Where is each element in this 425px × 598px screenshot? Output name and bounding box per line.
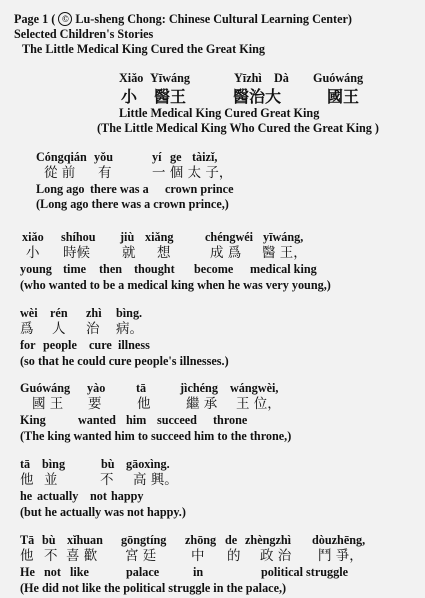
verse-gloss: wanted xyxy=(78,413,116,427)
verse-gloss: thought xyxy=(134,262,175,276)
verse-hanzi: 小 xyxy=(26,245,40,261)
verse-pinyin: bù xyxy=(101,457,115,471)
verse-pinyin: ge xyxy=(170,150,182,164)
verse-hanzi: 有 xyxy=(98,165,112,181)
verse-gloss: not xyxy=(90,489,107,503)
verse-pinyin: bù xyxy=(42,533,56,547)
verse-gloss: in xyxy=(193,565,204,579)
verse-pinyin: xiǎng xyxy=(145,230,174,244)
title-hanzi: 醫治大 xyxy=(233,87,282,106)
verse-hanzi: 從 前 xyxy=(44,165,76,181)
verse-hanzi: 繼 承 xyxy=(186,396,218,412)
verse-gloss: illness xyxy=(118,338,150,352)
verse-hanzi: 人 xyxy=(52,321,66,337)
verse-pinyin: Guówáng xyxy=(20,381,71,395)
verse-gloss: happy xyxy=(111,489,144,503)
verse-pinyin: Tā xyxy=(20,533,35,547)
verse-gloss: medical king xyxy=(250,262,317,276)
verse-gloss: for xyxy=(20,338,36,352)
verse-pinyin: gōngtíng xyxy=(121,533,167,547)
verse-hanzi: 爲 xyxy=(20,321,34,337)
verse-pinyin: xǐhuan xyxy=(67,533,103,547)
verse-pinyin: yǒu xyxy=(94,150,113,164)
verse-pinyin: jiù xyxy=(120,230,135,244)
verse-pinyin: dòuzhēng, xyxy=(312,533,366,547)
verse-pinyin: xiǎo xyxy=(22,230,44,244)
verse-translation: (who wanted to be a medical king when he was very young,) xyxy=(20,278,331,292)
verse-gloss: succeed xyxy=(157,413,197,427)
verse-hanzi: 並 xyxy=(44,472,58,488)
verse-hanzi: 高 興。 xyxy=(133,472,178,488)
verse-gloss: like xyxy=(70,565,89,579)
verse-pinyin: tā xyxy=(136,381,147,395)
verse-gloss: political struggle xyxy=(261,565,348,579)
verse-gloss: actually xyxy=(37,489,79,503)
verse-hanzi: 的 xyxy=(227,548,241,564)
page-header xyxy=(14,12,352,26)
center-name: Lu-sheng Chong: Chinese Cultural Learning Center) xyxy=(75,12,352,26)
verse-hanzi: 國 王 xyxy=(32,396,64,412)
verse-hanzi: 治 xyxy=(86,321,100,337)
verse-pinyin: Cóngqián xyxy=(36,150,87,164)
verse-translation: (The king wanted him to succeed him to the throne,) xyxy=(20,429,292,443)
verse-gloss: not xyxy=(44,565,61,579)
verse-pinyin: gāoxìng. xyxy=(126,457,170,471)
verse-pinyin: de xyxy=(225,533,238,547)
title-pinyin: Yīwáng xyxy=(150,71,190,85)
verse-pinyin: yīwáng, xyxy=(263,230,304,244)
verse-pinyin: wángwèi, xyxy=(230,381,279,395)
verse-gloss: crown prince xyxy=(165,182,234,196)
verse-hanzi: 他 xyxy=(20,548,34,564)
verse-pinyin: yào xyxy=(87,381,106,395)
verse-hanzi: 醫 王， xyxy=(262,245,307,261)
verse-hanzi: 不 xyxy=(44,548,58,564)
verse-gloss: King xyxy=(20,413,46,427)
verse-hanzi: 他 xyxy=(20,472,34,488)
title-pinyin: Yīzhì xyxy=(234,71,262,85)
verse-pinyin: shíhou xyxy=(61,230,96,244)
title-gloss: Little Medical King Cured Great King xyxy=(119,106,320,120)
verse-translation: (so that he could cure people's illnesses.) xyxy=(20,354,229,368)
verse-hanzi: 中 xyxy=(191,548,205,564)
verse-translation: (Long ago there was a crown prince,) xyxy=(36,197,229,211)
verse-gloss: him xyxy=(126,413,147,427)
verse-hanzi: 就 xyxy=(122,245,136,261)
verse-translation: (but he actually was not happy.) xyxy=(20,505,186,519)
verse-pinyin: jìchéng xyxy=(180,381,218,395)
verse-gloss: throne xyxy=(213,413,248,427)
verse-hanzi: 鬥 爭， xyxy=(318,548,363,564)
verse-hanzi: 宮 廷 xyxy=(125,548,157,564)
verse-pinyin: zhōng xyxy=(185,533,217,547)
verse-pinyin: chéngwéi xyxy=(205,230,254,244)
verse-hanzi: 時候 xyxy=(63,245,90,261)
verse-gloss: He xyxy=(20,565,35,579)
verse-gloss: become xyxy=(194,262,234,276)
verse-gloss: cure xyxy=(89,338,112,352)
title-hanzi: 醫王 xyxy=(154,87,187,106)
verse-gloss: people xyxy=(43,338,77,352)
verse-translation: (He did not like the political struggle in the palace,) xyxy=(20,581,287,595)
page-prefix: Page 1 ( xyxy=(14,12,56,26)
verse-gloss: Long ago xyxy=(36,182,85,196)
verse-hanzi: 政 治 xyxy=(260,548,292,564)
copyright-icon: © xyxy=(58,12,72,26)
title-pinyin: Guówáng xyxy=(313,71,364,85)
verse-pinyin: bìng. xyxy=(116,306,143,320)
title-hanzi: 國王 xyxy=(327,87,360,106)
verse-pinyin: yí xyxy=(152,150,162,164)
verse-hanzi: 一 個 太 子， xyxy=(152,165,233,181)
verse-pinyin: wèi xyxy=(20,306,38,320)
verse-hanzi: 病。 xyxy=(116,321,143,337)
verse-hanzi: 他 xyxy=(137,396,151,412)
section-title: Selected Children's Stories xyxy=(14,27,154,41)
verse-gloss: time xyxy=(63,262,87,276)
verse-gloss: there was a xyxy=(90,182,149,196)
story-title: The Little Medical King Cured the Great King xyxy=(22,42,265,56)
verse-pinyin: tā xyxy=(20,457,31,471)
verse-pinyin: zhì xyxy=(86,306,102,320)
verse-pinyin: rén xyxy=(50,306,68,320)
verse-hanzi: 王 位， xyxy=(236,396,281,412)
verse-hanzi: 不 xyxy=(100,472,114,488)
verse-gloss: then xyxy=(99,262,123,276)
verse-hanzi: 成 爲 xyxy=(210,245,242,261)
verse-pinyin: bìng xyxy=(42,457,66,471)
title-translation: (The Little Medical King Who Cured the Great King ) xyxy=(97,121,379,135)
verse-hanzi: 要 xyxy=(88,396,102,412)
verse-pinyin: tàizǐ, xyxy=(192,150,218,164)
verse-gloss: palace xyxy=(126,565,160,579)
title-pinyin: Xiǎo xyxy=(119,71,144,85)
verse-hanzi: 想 xyxy=(157,245,171,261)
verse-pinyin: zhèngzhì xyxy=(245,533,292,547)
title-hanzi: 小 xyxy=(121,87,138,106)
verse-gloss: young xyxy=(20,262,52,276)
verse-gloss: he xyxy=(20,489,33,503)
title-pinyin: Dà xyxy=(274,71,289,85)
verse-hanzi: 喜 歡 xyxy=(66,548,98,564)
